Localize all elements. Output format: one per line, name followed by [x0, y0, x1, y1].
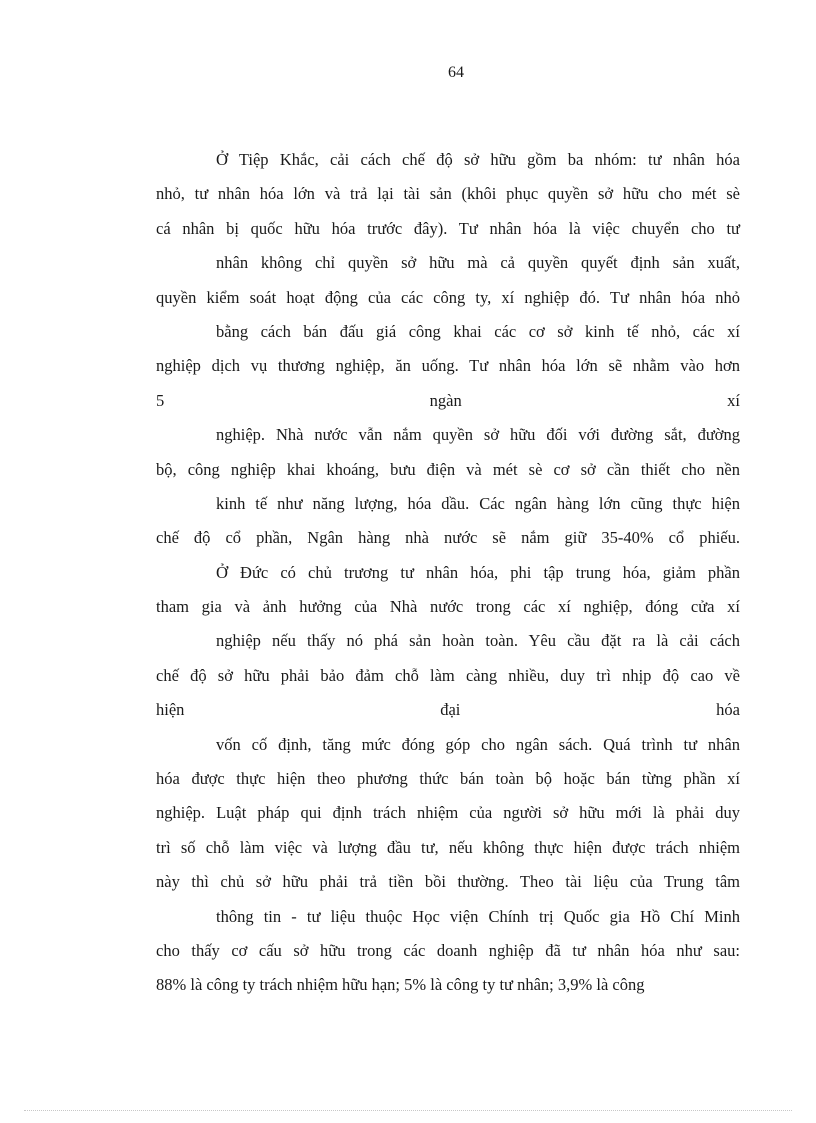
- text-line: hóa được thực hiện theo phương thức bán toàn bộ hoặc bán từng phần xí: [156, 769, 740, 789]
- text-line: chế độ cổ phần, Ngân hàng nhà nước sẽ nắm giữ 35-40% cổ phiếu.: [156, 528, 740, 548]
- text-line: cho thấy cơ cấu sở hữu trong các doanh nghiệp đã tư nhân hóa như sau:: [156, 940, 740, 960]
- text-line: chế độ sở hữu phải bảo đảm chỗ làm càng nhiều, duy trì nhịp độ cao về: [156, 665, 740, 685]
- page-bottom-divider: [24, 1110, 792, 1111]
- text-line: bộ, công nghiệp khai khoáng, bưu điện và mét sè cơ sở cần thiết cho nền: [156, 459, 740, 479]
- text-line: quyền kiểm soát hoạt động của các công ty, xí nghiệp đó. Tư nhân hóa nhỏ: [156, 287, 740, 307]
- text-line: kinh tế như năng lượng, hóa dầu. Các ngân hàng lớn cũng thực hiện: [216, 493, 740, 513]
- text-line: nhân không chỉ quyền sở hữu mà cả quyền quyết định sản xuất,: [216, 253, 740, 273]
- page-number: 64: [448, 64, 464, 81]
- text-line: vốn cố định, tăng mức đóng góp cho ngân sách. Quá trình tư nhân: [216, 734, 740, 754]
- text-line: 5 ngàn xí: [156, 390, 740, 410]
- text-line: nhỏ, tư nhân hóa lớn và trả lại tài sản (khôi phục quyền sở hữu cho mét sè: [156, 184, 740, 204]
- text-line: tham gia và ảnh hưởng của Nhà nước trong các xí nghiệp, đóng cửa xí: [156, 597, 740, 617]
- text-line: nghiệp. Luật pháp qui định trách nhiệm của người sở hữu mới là phải duy: [156, 803, 740, 823]
- text-line: Ở Đức có chủ trương tư nhân hóa, phi tập trung hóa, giảm phần: [216, 562, 740, 582]
- text-line: Ở Tiệp Khắc, cải cách chế độ sở hữu gồm ba nhóm: tư nhân hóa: [216, 150, 740, 169]
- text-line: cá nhân bị quốc hữu hóa trước đây). Tư nhân hóa là việc chuyển cho tư: [156, 218, 740, 238]
- text-line: nghiệp nếu thấy nó phá sản hoàn toàn. Yêu cầu đặt ra là cải cách: [216, 631, 740, 651]
- text-line: nghiệp. Nhà nước vẫn nắm quyền sở hữu đối với đường sắt, đường: [216, 425, 740, 445]
- text-line: 88% là công ty trách nhiệm hữu hạn; 5% là công ty tư nhân; 3,9% là công: [156, 975, 645, 995]
- text-line: này thì chủ sở hữu phải trả tiền bồi thường. Theo tài liệu của Trung tâm: [156, 872, 740, 892]
- text-line: hiện đại hóa: [156, 700, 740, 720]
- text-line: thông tin - tư liệu thuộc Học viện Chính trị Quốc gia Hồ Chí Minh: [216, 906, 740, 926]
- text-line: bằng cách bán đấu giá công khai các cơ sở kinh tế nhỏ, các xí: [216, 321, 740, 341]
- body-text: [156, 143, 740, 1003]
- text-line: nghiệp dịch vụ thương nghiệp, ăn uống. Tư nhân hóa lớn sẽ nhằm vào hơn: [156, 356, 740, 376]
- text-line: trì số chỗ làm việc và lượng đầu tư, nếu không thực hiện được trách nhiệm: [156, 837, 740, 857]
